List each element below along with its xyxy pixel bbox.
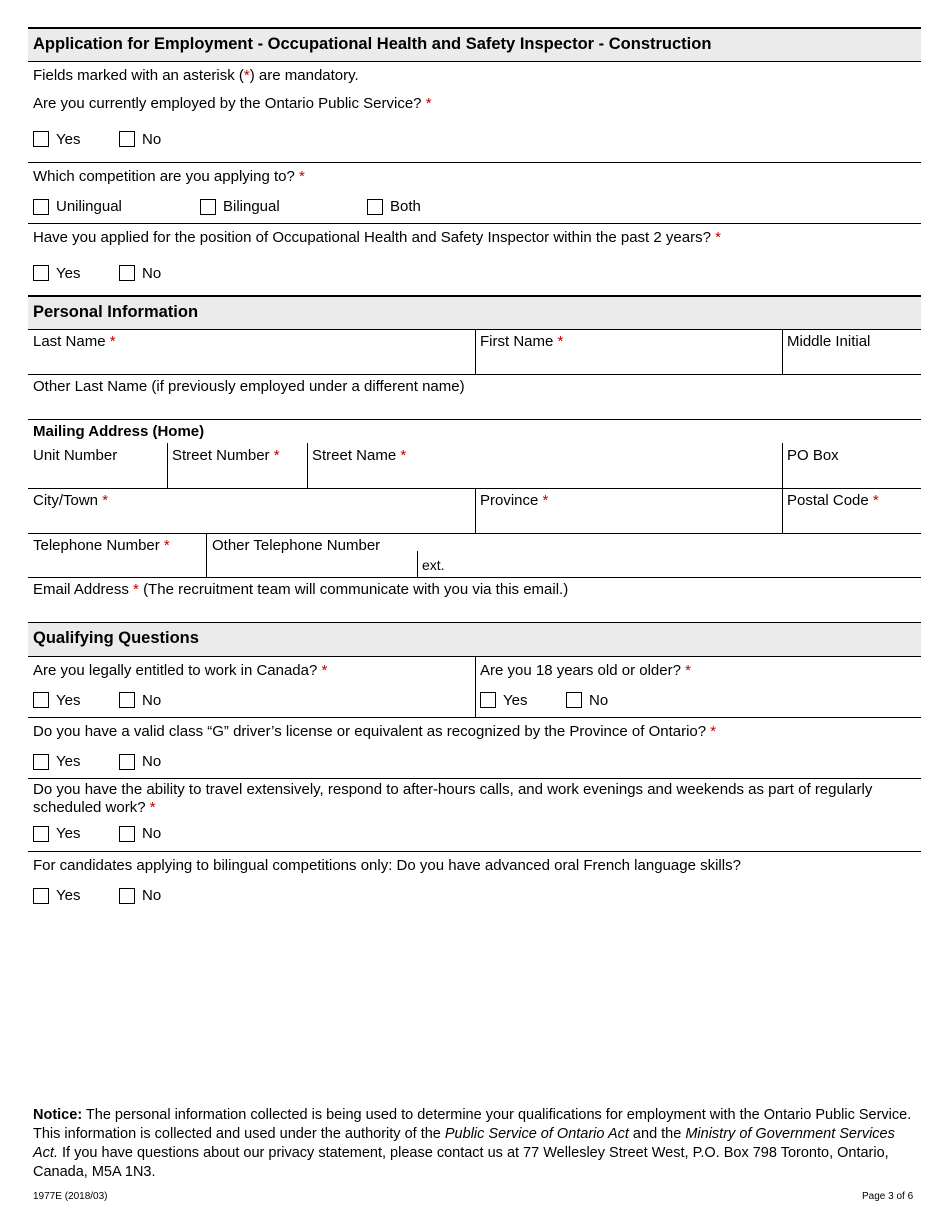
form-title: Application for Employment - Occupational Health and Safety Inspector - Construction — [33, 35, 712, 53]
email-field[interactable] — [28, 578, 921, 622]
legal-no-checkbox[interactable] — [119, 692, 135, 708]
option-label: No — [142, 692, 162, 709]
question-drivers-license: Do you have a valid class “G” driver’s license or equivalent as recognized by the Province of Ontario? * — [33, 723, 717, 740]
option-label: Yes — [503, 692, 528, 709]
mailing-address-header: Mailing Address (Home) — [33, 423, 205, 440]
last-name-label: Last Name * — [33, 333, 116, 350]
privacy-notice: Notice: The personal information collected is being used to determine your qualifications for employment with the Ontario Public Service. This information is collected and used under the authority of the Public Service of Ontario Act and the Ministry of Government Services Act. If you have questions about our privacy statement, please contact us at 77 Wellesley Street West, P.O. Box 798 Toronto, Ontario, Canada, M5A 1N3. — [33, 1107, 912, 1180]
option-label: Both — [390, 198, 421, 215]
option-label: No — [142, 265, 162, 282]
other-last-name-label: Other Last Name (if previously employed under a different name) — [33, 378, 465, 395]
personal-information-header: Personal Information — [33, 303, 199, 321]
option-label: Yes — [56, 753, 81, 770]
telephone-field[interactable] — [28, 534, 206, 577]
street-name-field[interactable] — [308, 443, 782, 488]
license-no-checkbox[interactable] — [119, 754, 135, 770]
po-box-field[interactable] — [783, 443, 921, 488]
postal-code-field[interactable] — [783, 489, 921, 533]
rule — [28, 162, 921, 163]
option-label: No — [142, 825, 162, 842]
legal-yes-checkbox[interactable] — [33, 692, 49, 708]
option-label: Unilingual — [56, 198, 122, 215]
street-name-label: Street Name * — [312, 447, 407, 464]
street-number-field[interactable] — [168, 443, 307, 488]
french-yes-checkbox[interactable] — [33, 888, 49, 904]
applied-yes-checkbox[interactable] — [33, 265, 49, 281]
divider — [475, 657, 476, 717]
form-code: 1977E (2018/03) — [33, 1191, 108, 1202]
age-yes-checkbox[interactable] — [480, 692, 496, 708]
option-label: Yes — [56, 825, 81, 842]
first-name-field[interactable] — [476, 330, 782, 374]
rule — [28, 778, 921, 779]
travel-yes-checkbox[interactable] — [33, 826, 49, 842]
age-no-checkbox[interactable] — [566, 692, 582, 708]
unit-number-field[interactable] — [28, 443, 167, 488]
question-ops-employed: Are you currently employed by the Ontario Public Service? * — [33, 95, 432, 112]
license-yes-checkbox[interactable] — [33, 754, 49, 770]
both-checkbox[interactable] — [367, 199, 383, 215]
city-label: City/Town * — [33, 492, 109, 509]
french-no-checkbox[interactable] — [119, 888, 135, 904]
first-name-label: First Name * — [480, 333, 564, 350]
extension-field[interactable] — [418, 551, 518, 577]
po-box-label: PO Box — [787, 447, 839, 464]
unit-number-label: Unit Number — [33, 447, 118, 464]
rule — [28, 717, 921, 718]
option-label: No — [142, 753, 162, 770]
option-label: Yes — [56, 692, 81, 709]
travel-no-checkbox[interactable] — [119, 826, 135, 842]
option-label: Yes — [56, 265, 81, 282]
question-travel: Do you have the ability to travel extensively, respond to after-hours calls, and work evenings and weekends as part of regularly — [33, 781, 873, 798]
question-french: For candidates applying to bilingual competitions only: Do you have advanced oral French language skills? — [33, 857, 741, 874]
rule — [28, 61, 921, 62]
option-label: Yes — [56, 887, 81, 904]
question-competition: Which competition are you applying to? * — [33, 168, 305, 185]
street-number-label: Street Number * — [172, 447, 280, 464]
postal-code-label: Postal Code * — [787, 492, 879, 509]
qualifying-questions-header: Qualifying Questions — [33, 629, 199, 647]
question-legal-entitled: Are you legally entitled to work in Canada? * — [33, 662, 328, 679]
option-label: No — [142, 887, 162, 904]
extension-label: ext. — [422, 557, 445, 573]
telephone-label: Telephone Number * — [33, 537, 170, 554]
applied-no-checkbox[interactable] — [119, 265, 135, 281]
province-field[interactable] — [476, 489, 782, 533]
rule — [28, 419, 921, 420]
other-last-name-field[interactable] — [28, 375, 921, 419]
other-telephone-field[interactable] — [207, 534, 417, 577]
city-field[interactable] — [28, 489, 475, 533]
question-travel-cont: scheduled work? * — [33, 799, 156, 816]
question-age: Are you 18 years old or older? * — [480, 662, 691, 679]
page-number: Page 3 of 6 — [862, 1191, 914, 1202]
middle-initial-field[interactable] — [783, 330, 921, 374]
province-label: Province * — [480, 492, 549, 509]
rule — [28, 851, 921, 852]
email-label: Email Address * (The recruitment team will communicate with you via this email.) — [33, 581, 569, 598]
unilingual-checkbox[interactable] — [33, 199, 49, 215]
option-label: No — [589, 692, 609, 709]
question-applied-before: Have you applied for the position of Occupational Health and Safety Inspector within the past 2 years? * — [33, 229, 721, 246]
option-label: Bilingual — [223, 198, 280, 215]
ops-yes-checkbox[interactable] — [33, 131, 49, 147]
mandatory-note: Fields marked with an asterisk (*) are mandatory. — [33, 67, 359, 84]
option-label: No — [142, 131, 162, 148]
last-name-field[interactable] — [28, 330, 475, 374]
rule — [28, 223, 921, 224]
ops-no-checkbox[interactable] — [119, 131, 135, 147]
middle-initial-label: Middle Initial — [787, 333, 871, 350]
option-label: Yes — [56, 131, 81, 148]
bilingual-checkbox[interactable] — [200, 199, 216, 215]
other-telephone-label: Other Telephone Number — [212, 537, 381, 554]
